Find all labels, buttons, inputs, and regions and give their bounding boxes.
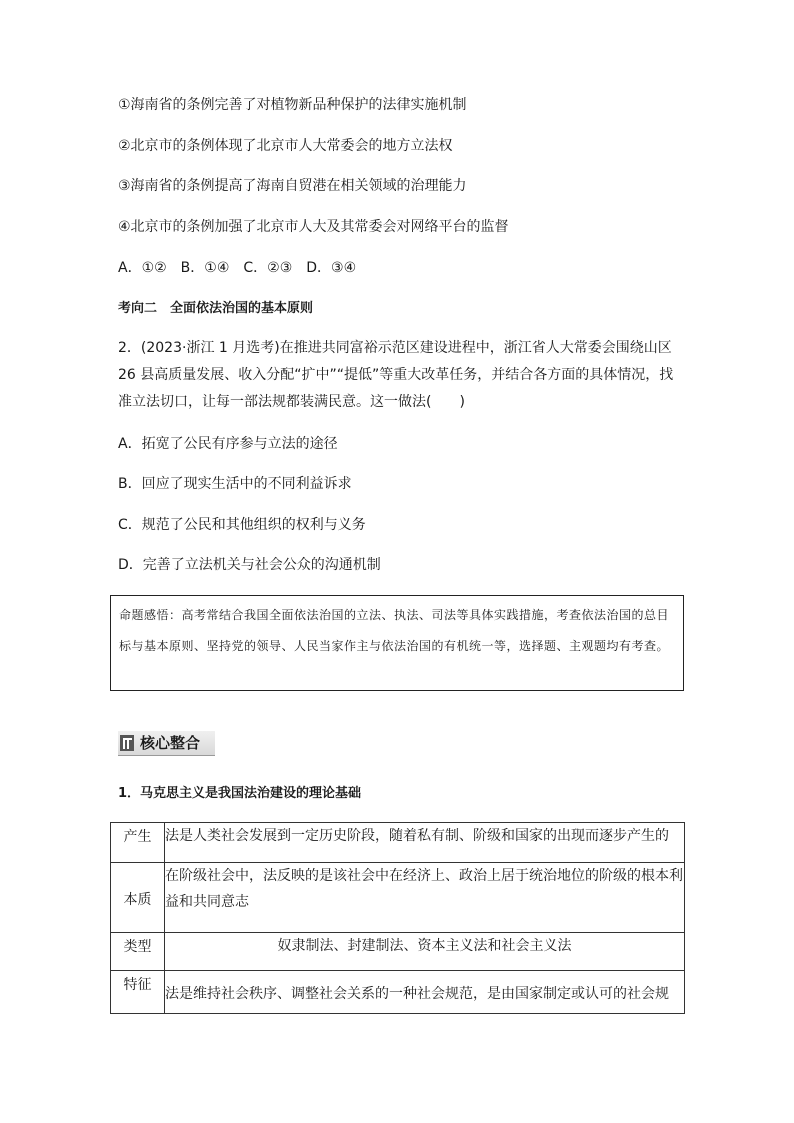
table-row: [111, 933, 685, 971]
answer-choices-q1: A．①② B．①④ C．②③ D．③④: [118, 260, 357, 276]
q2-option-c: C．规范了公民和其他组织的权利与义务: [118, 517, 366, 533]
q2-option-a: A．拓宽了公民有序参与立法的途径: [118, 436, 338, 452]
section-marker-icon: [120, 735, 134, 751]
row-content: 法是维持社会秩序、调整社会关系的一种社会规范，是由国家制定或认可的社会规: [165, 971, 685, 1014]
table-row: [111, 823, 685, 863]
table-row: [111, 971, 685, 1014]
row-content: 法是人类社会发展到一定历史阶段，随着私有制、阶级和国家的出现而逐步产生的: [165, 823, 685, 863]
q2-option-b: B．回应了现实生活中的不同利益诉求: [118, 476, 352, 492]
row-content: 奴隶制法、封建制法、资本主义法和社会主义法: [165, 933, 685, 971]
option-q1-3: ③海南省的条例提高了海南自贸港在相关领域的治理能力: [118, 178, 467, 194]
option-q1-2: ②北京市的条例体现了北京市人大常委会的地方立法权: [118, 138, 453, 154]
note-box: [110, 595, 684, 691]
row-content: 在阶级社会中，法反映的是该社会中在经济上、政治上居于统治地位的阶级的根本利益和共同意志: [165, 863, 685, 933]
row-label: 类型: [111, 933, 165, 971]
option-q1-1: ①海南省的条例完善了对植物新品种保护的法律实施机制: [118, 97, 467, 113]
row-label: 特征: [111, 971, 165, 1014]
table-row: [111, 863, 685, 933]
core-section-header: [118, 731, 215, 756]
row-label: 产生: [111, 823, 165, 863]
option-q1-4: ④北京市的条例加强了北京市人大及其常委会对网络平台的监督: [118, 219, 509, 235]
core-section-title: 核心整合: [140, 734, 201, 752]
core-table: [110, 822, 685, 1014]
q2-option-d: D．完善了立法机关与社会公众的沟通机制: [118, 557, 381, 573]
item-1-title: 1．马克思主义是我国法治建设的理论基础: [118, 786, 362, 801]
section-heading: 考向二 全面依法治国的基本原则: [118, 301, 314, 316]
row-label: 本质: [111, 863, 165, 933]
note-text: 命题感悟：高考常结合我国全面依法治国的立法、执法、司法等具体实践措施，考查依法治国的总目标与基本原则、坚持党的领导、人民当家作主与依法治国的有机统一等，选择题、主观题均有考查。: [119, 608, 670, 653]
question-2-text: 2．(2023·浙江 1 月选考)在推进共同富裕示范区建设进程中，浙江省人大常委会围绕山区 26 县高质量发展、收入分配“扩中”“提低”等重大改革任务，并结合各方面的具体情况，找准立法切口，让每一部法规都装满民意。这一做法( ): [118, 340, 674, 410]
